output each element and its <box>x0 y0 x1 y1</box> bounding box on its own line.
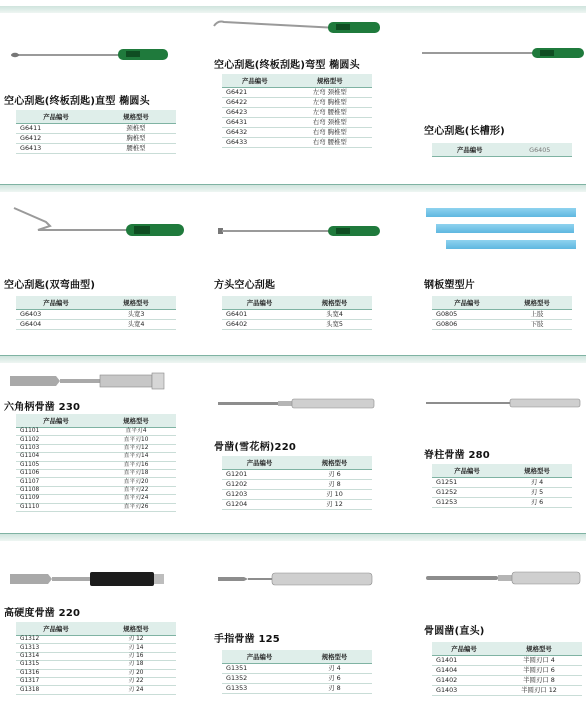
table-cell: G1404 <box>432 666 496 676</box>
table-row <box>222 98 372 108</box>
product-title: 方头空心刮匙 <box>214 280 276 291</box>
table-cell: G1315 <box>16 661 96 669</box>
spec-table <box>432 143 572 157</box>
table-row <box>222 480 372 490</box>
product-title: 高硬度骨凿 220 <box>4 608 81 619</box>
spec-table <box>16 414 176 512</box>
product-title: 空心刮匙(终板刮匙)弯型 椭圆头 <box>214 60 360 71</box>
table-cell: G1108 <box>16 486 96 494</box>
table-cell: G0806 <box>432 320 502 330</box>
table-cell: G1316 <box>16 669 96 677</box>
table-cell: G6413 <box>16 144 96 154</box>
table-row <box>222 310 372 320</box>
table-row <box>222 664 372 674</box>
table-cell: G1101 <box>16 428 96 436</box>
spec-table <box>16 296 176 330</box>
table-row <box>222 320 372 330</box>
spec-table <box>432 642 582 696</box>
high-hardness-osteotome-image <box>8 568 168 590</box>
table-cell: G1107 <box>16 478 96 486</box>
table-cell: 直平刃26 <box>96 503 176 511</box>
product-title: 六角柄骨凿 230 <box>4 402 81 413</box>
table-cell: 胸椎型 <box>96 134 176 144</box>
table-row <box>16 320 176 330</box>
table-row <box>432 686 582 696</box>
table-cell: 刃 8 <box>297 480 372 490</box>
table-cell: G6421 <box>222 88 288 98</box>
table-cell: G6423 <box>222 108 288 118</box>
code-header: 产品编号 <box>222 456 297 470</box>
table-row <box>16 144 176 154</box>
table-cell: 刃 12 <box>297 500 372 510</box>
long-groove-curette-image <box>418 44 584 62</box>
round-osteotome-image <box>424 570 584 586</box>
table-cell: G6433 <box>222 138 288 148</box>
table-row <box>222 684 372 694</box>
table-cell: G1104 <box>16 453 96 461</box>
table-row <box>222 128 372 138</box>
table-cell: G1251 <box>432 478 502 488</box>
table-cell: 头宽4 <box>96 320 176 330</box>
table-cell: 刃 14 <box>96 644 176 652</box>
table-cell: G6401 <box>222 310 297 320</box>
table-cell: 刃 16 <box>96 652 176 660</box>
square-head-curette-image <box>214 222 380 240</box>
table-row <box>432 488 572 498</box>
table-cell: G0805 <box>432 310 502 320</box>
table-cell: 刃 12 <box>96 636 176 644</box>
double-curved-curette-image <box>6 200 186 242</box>
table-row <box>432 498 572 508</box>
spec-header: 规格型号 <box>502 296 572 310</box>
table-cell: G1317 <box>16 677 96 685</box>
curved-curette-image <box>210 14 380 38</box>
table-row <box>432 143 572 157</box>
table-row <box>16 686 176 694</box>
spec-table <box>222 650 372 694</box>
table-row <box>222 500 372 510</box>
table-cell: 刃 10 <box>297 490 372 500</box>
table-cell: G6412 <box>16 134 96 144</box>
table-cell: 直平刃20 <box>96 478 176 486</box>
table-cell: G1313 <box>16 644 96 652</box>
table-cell: 直平刃4 <box>96 428 176 436</box>
table-cell: G1202 <box>222 480 297 490</box>
table-row <box>222 138 372 148</box>
table-row <box>16 461 176 469</box>
code-header: 产品编号 <box>432 296 502 310</box>
spec-header: 规格型号 <box>96 110 176 124</box>
table-cell: G1403 <box>432 686 496 696</box>
table-cell: G1253 <box>432 498 502 508</box>
table-cell: 上肢 <box>502 310 572 320</box>
table-cell: 左弯 腰椎型 <box>288 108 372 118</box>
table-cell: 头宽3 <box>96 310 176 320</box>
product-title: 手指骨凿 125 <box>214 634 280 645</box>
table-row <box>222 674 372 684</box>
spinal-osteotome-image <box>424 396 584 410</box>
table-cell: G6431 <box>222 118 288 128</box>
table-row <box>16 503 176 511</box>
table-cell: G1314 <box>16 652 96 660</box>
table-row <box>16 652 176 660</box>
table-cell: G6403 <box>16 310 96 320</box>
table-cell: G1201 <box>222 470 297 480</box>
table-cell: G1203 <box>222 490 297 500</box>
table-row <box>432 478 572 488</box>
product-title: 骨圆凿(直头) <box>424 626 485 637</box>
section-band <box>0 185 586 192</box>
spec-header: 规格型号 <box>96 296 176 310</box>
code-header: 产品编号 <box>222 296 297 310</box>
table-cell: 刃 22 <box>96 677 176 685</box>
table-cell: G6432 <box>222 128 288 138</box>
spec-table <box>222 456 372 510</box>
table-cell: G1109 <box>16 495 96 503</box>
table-cell: 右弯 胸椎型 <box>288 128 372 138</box>
code-header: 产品编号 <box>432 464 502 478</box>
table-row <box>16 644 176 652</box>
table-cell: 直平刃16 <box>96 461 176 469</box>
table-row <box>16 486 176 494</box>
table-cell: 右弯 腰椎型 <box>288 138 372 148</box>
table-cell: 半圆刃口 4 <box>496 656 582 666</box>
table-row <box>16 444 176 452</box>
table-cell: G6402 <box>222 320 297 330</box>
table-row <box>222 118 372 128</box>
code-header: 产品编号 <box>16 296 96 310</box>
table-row <box>16 124 176 134</box>
table-cell: 刃 4 <box>502 478 572 488</box>
table-cell: G1318 <box>16 686 96 694</box>
table-cell: G1103 <box>16 444 96 452</box>
snowflake-handle-osteotome-image <box>214 396 380 412</box>
spec-table <box>432 464 572 508</box>
table-cell: 左弯 胸椎型 <box>288 98 372 108</box>
section-band <box>0 356 586 363</box>
product-title: 骨凿(雪花柄)220 <box>214 442 297 453</box>
spec-table <box>222 74 372 148</box>
product-title: 空心刮匙(长槽形) <box>424 126 505 137</box>
spec-header: 规格型号 <box>96 622 176 636</box>
table-row <box>222 490 372 500</box>
table-cell: 刃 8 <box>297 684 372 694</box>
table-cell: G1402 <box>432 676 496 686</box>
spec-header: 规格型号 <box>297 650 372 664</box>
table-row <box>222 470 372 480</box>
table-cell: G6411 <box>16 124 96 134</box>
table-row <box>16 428 176 436</box>
product-title: 空心刮匙(双弯曲型) <box>4 280 96 291</box>
table-cell: G1352 <box>222 674 297 684</box>
table-cell: 半圆刃口 8 <box>496 676 582 686</box>
table-cell: 左弯 颈椎型 <box>288 88 372 98</box>
table-row <box>432 320 572 330</box>
table-cell: 直平刃10 <box>96 436 176 444</box>
product-title: 空心刮匙(终板刮匙)直型 椭圆头 <box>4 96 150 107</box>
table-cell: 刃 24 <box>96 686 176 694</box>
table-cell: G1102 <box>16 436 96 444</box>
table-cell: 刃 4 <box>297 664 372 674</box>
table-cell: 颈椎型 <box>96 124 176 134</box>
table-row <box>16 495 176 503</box>
table-row <box>16 436 176 444</box>
spec-header: 规格型号 <box>502 464 572 478</box>
table-cell: 刃 5 <box>502 488 572 498</box>
table-cell: 直平刃18 <box>96 469 176 477</box>
product-title: 脊柱骨凿 280 <box>424 450 490 461</box>
table-cell: 刃 6 <box>502 498 572 508</box>
spec-header: 规格型号 <box>96 414 176 428</box>
table-row <box>16 469 176 477</box>
table-cell: G1401 <box>432 656 496 666</box>
table-row <box>16 134 176 144</box>
code-header: 产品编号 <box>222 650 297 664</box>
table-cell: G6422 <box>222 98 288 108</box>
table-cell: G1312 <box>16 636 96 644</box>
spec-table <box>432 296 572 330</box>
product-title: 钢板塑型片 <box>424 280 475 291</box>
table-cell: 直平刃24 <box>96 495 176 503</box>
table-cell: G1204 <box>222 500 297 510</box>
table-cell: 右弯 颈椎型 <box>288 118 372 128</box>
table-row <box>16 677 176 685</box>
table-cell: G1351 <box>222 664 297 674</box>
spec-header: 规格型号 <box>496 642 582 656</box>
plate-template-image <box>446 240 576 249</box>
table-cell: 半圆刃口 12 <box>496 686 582 696</box>
finger-osteotome-image <box>214 570 380 588</box>
table-cell: G1252 <box>432 488 502 498</box>
spec-header: 规格型号 <box>288 74 372 88</box>
table-cell: 直平刃14 <box>96 453 176 461</box>
table-cell: 半圆刃口 6 <box>496 666 582 676</box>
table-cell: 头宽5 <box>297 320 372 330</box>
table-row <box>16 310 176 320</box>
table-cell: G1105 <box>16 461 96 469</box>
table-row <box>16 661 176 669</box>
table-row <box>222 88 372 98</box>
table-cell: 刃 6 <box>297 674 372 684</box>
code-header: 产品编号 <box>222 74 288 88</box>
table-cell: G1110 <box>16 503 96 511</box>
spec-header: 规格型号 <box>297 296 372 310</box>
spec-table <box>16 110 176 154</box>
table-row <box>16 669 176 677</box>
hexagonal-osteotome-image <box>8 370 168 392</box>
table-cell: G1106 <box>16 469 96 477</box>
table-row <box>432 656 582 666</box>
code-header: 产品编号 <box>16 110 96 124</box>
spec-header: 规格型号 <box>297 456 372 470</box>
table-cell: 下肢 <box>502 320 572 330</box>
table-cell: G1353 <box>222 684 297 694</box>
table-cell: G6404 <box>16 320 96 330</box>
table-row <box>16 636 176 644</box>
table-cell: 头宽4 <box>297 310 372 320</box>
plate-template-image <box>436 224 574 233</box>
table-cell: 刃 18 <box>96 661 176 669</box>
code-header: 产品编号 <box>16 414 96 428</box>
table-cell: 刃 20 <box>96 669 176 677</box>
section-band <box>0 534 586 541</box>
table-row <box>16 453 176 461</box>
table-cell: 直平刃22 <box>96 486 176 494</box>
spec-table <box>16 622 176 695</box>
table-cell: 腰椎型 <box>96 144 176 154</box>
table-row <box>432 666 582 676</box>
code-header: 产品编号 <box>16 622 96 636</box>
table-header-cell: G6405 <box>508 143 572 157</box>
section-band-top <box>0 6 586 13</box>
table-cell: 直平刃12 <box>96 444 176 452</box>
table-row <box>16 478 176 486</box>
spec-table <box>222 296 372 330</box>
table-row <box>222 108 372 118</box>
straight-curette-image <box>8 44 168 66</box>
table-cell: 刃 6 <box>297 470 372 480</box>
table-row <box>432 310 572 320</box>
table-header-cell: 产品编号 <box>432 143 508 157</box>
table-row <box>432 676 582 686</box>
code-header: 产品编号 <box>432 642 496 656</box>
plate-template-image <box>426 208 576 217</box>
